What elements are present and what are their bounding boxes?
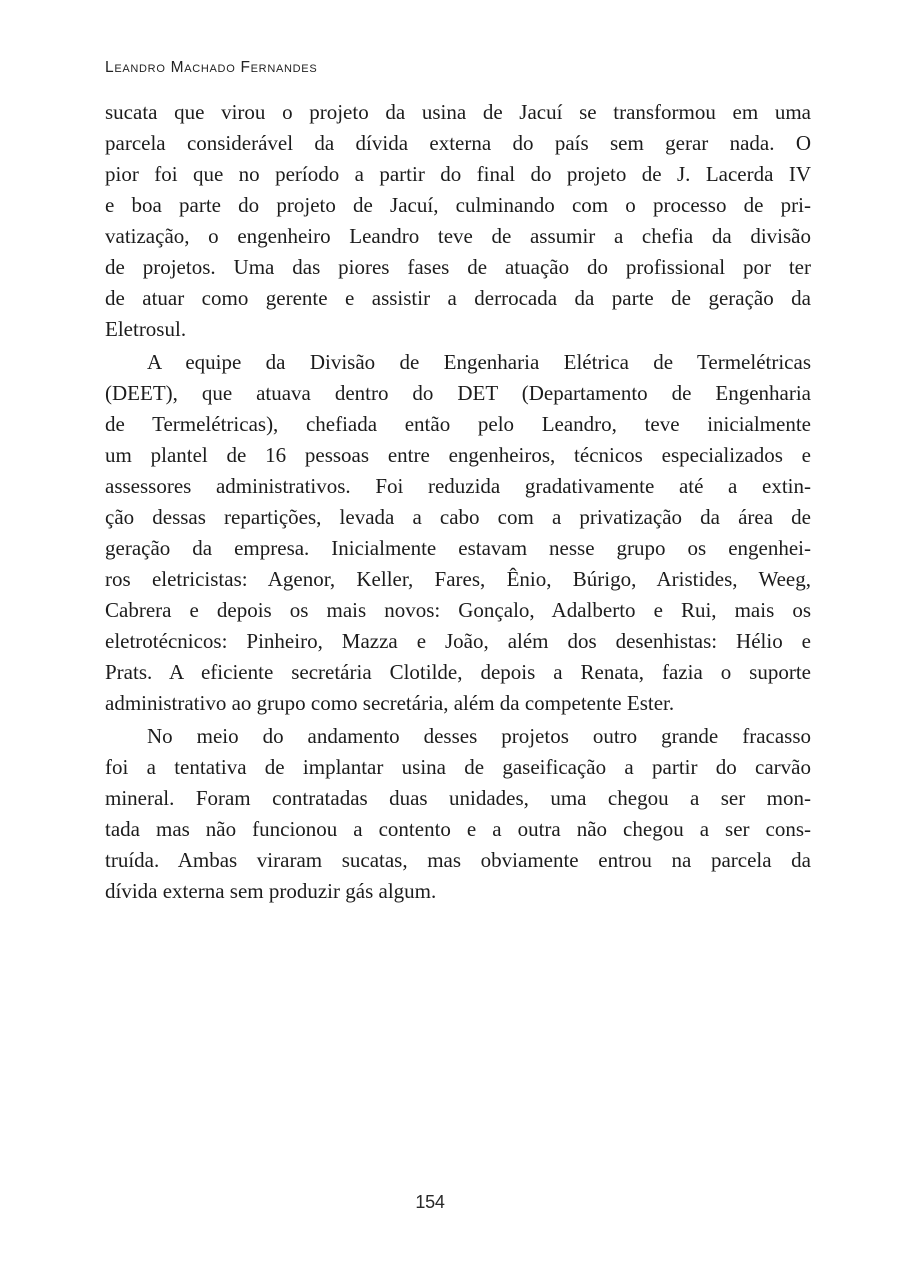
text-line: Eletrosul. — [105, 317, 187, 341]
text-line: Prats. A eficiente secretária Clotilde, depois a Renata, fazia o suporte — [105, 660, 811, 684]
text-line: e boa parte do projeto de Jacuí, culminando com o processo de pri- — [105, 193, 811, 217]
text-line: de atuar como gerente e assistir a derrocada da parte de geração da — [105, 286, 811, 310]
text-line: de Termelétricas), chefiada então pelo Leandro, teve inicialmente — [105, 412, 811, 436]
text-line: ção dessas repartições, levada a cabo com a privatização da área de — [105, 505, 811, 529]
paragraph — [105, 721, 811, 907]
text-line: geração da empresa. Inicialmente estavam nesse grupo os engenhei- — [105, 536, 811, 560]
text-line: mineral. Foram contratadas duas unidades, uma chegou a ser mon- — [105, 786, 811, 810]
body-text — [105, 97, 811, 907]
text-line: assessores administrativos. Foi reduzida gradativamente até a extin- — [105, 474, 811, 498]
text-line: de projetos. Uma das piores fases de atuação do profissional por ter — [105, 255, 811, 279]
text-line: Cabrera e depois os mais novos: Gonçalo, Adalberto e Rui, mais os — [105, 598, 811, 622]
text-line: vatização, o engenheiro Leandro teve de assumir a chefia da divisão — [105, 224, 811, 248]
text-line: um plantel de 16 pessoas entre engenheiros, técnicos especializados e — [105, 443, 811, 467]
text-line: parcela considerável da dívida externa do país sem gerar nada. O — [105, 131, 811, 155]
text-line: eletrotécnicos: Pinheiro, Mazza e João, além dos desenhistas: Hélio e — [105, 629, 811, 653]
text-line: truída. Ambas viraram sucatas, mas obviamente entrou na parcela da — [105, 848, 811, 872]
page-number: 154 — [415, 1192, 445, 1212]
text-line: (DEET), que atuava dentro do DET (Departamento de Engenharia — [105, 381, 811, 405]
text-line: No meio do andamento desses projetos outro grande fracasso — [147, 724, 811, 748]
text-line: foi a tentativa de implantar usina de gaseificação a partir do carvão — [105, 755, 811, 779]
text-line: A equipe da Divisão de Engenharia Elétrica de Termelétricas — [147, 350, 811, 374]
text-line: pior foi que no período a partir do final do projeto de J. Lacerda IV — [105, 162, 811, 186]
paragraph — [105, 97, 811, 345]
paragraph — [105, 347, 811, 719]
text-line: ros eletricistas: Agenor, Keller, Fares, Ênio, Búrigo, Aristides, Weeg, — [105, 567, 811, 591]
text-line: sucata que virou o projeto da usina de Jacuí se transformou em uma — [105, 100, 811, 124]
running-header: Leandro Machado Fernandes — [105, 59, 318, 76]
text-line: dívida externa sem produzir gás algum. — [105, 879, 437, 903]
text-line: tada mas não funcionou a contento e a outra não chegou a ser cons- — [105, 817, 811, 841]
text-line: administrativo ao grupo como secretária, além da competente Ester. — [105, 691, 675, 715]
